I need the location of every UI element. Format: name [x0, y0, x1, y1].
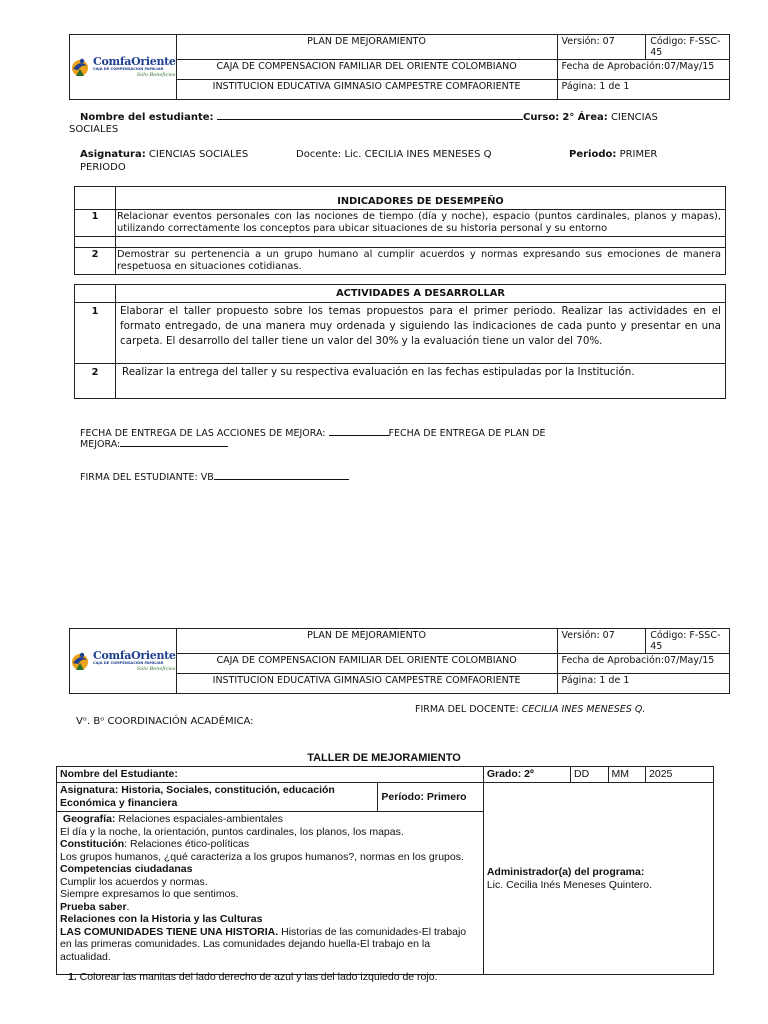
delivery-plan-blank[interactable]: [120, 437, 228, 447]
taller-content: Geografía: Relaciones espaciales-ambientales El día y la noche, la orientación, puntos cardinales, los planos, los mapas. Constitución: Relaciones ético-políticas Los grupos humanos, ¿qué caracteriza a los grupos humanos?, normas en los grupos. Competencias ciudadanas Cumplir los acuerdos y normas. Siempre expresamos lo que sentimos. Prueba saber. Relaciones con la Historia y las Culturas LAS COMUNIDADES TIENE UNA HISTORIA. Historias de las comunidades-El trabajo en las primeras comunidades. Las comunidades dejando huella-El trabajo en la actualidad.: [57, 812, 484, 975]
header-org: CAJA DE COMPENSACION FAMILIAR DEL ORIENTE COLOMBIANO: [176, 60, 557, 80]
teacher-label: Docente:: [296, 149, 342, 160]
student-signature-blank[interactable]: [214, 470, 349, 480]
geo-label: Geografía:: [62, 813, 116, 825]
taller-admin-cell: [483, 783, 713, 975]
subject-field: [80, 148, 248, 161]
taller-period: Período: Primero: [378, 783, 483, 812]
activities-table: [74, 284, 726, 399]
indicator-number: 2: [75, 248, 116, 275]
taller-year: 2025: [646, 767, 714, 783]
header-table: [69, 34, 730, 100]
area-value-cont: SOCIALES: [69, 124, 119, 135]
logo-subtitle: CAJA DE COMPENSACIÓN FAMILIAR: [93, 67, 164, 72]
area-value: CIENCIAS: [610, 112, 658, 123]
header-page: Página: 1 de 1: [557, 80, 729, 100]
logo-subtitle: CAJA DE COMPENSACIÓN FAMILIAR: [93, 661, 164, 666]
taller-day: DD: [571, 767, 609, 783]
header-org: CAJA DE COMPENSACION FAMILIAR DEL ORIENTE COLOMBIANO: [176, 654, 557, 674]
period-field: [569, 148, 657, 161]
logo-cell: [70, 629, 177, 694]
coordination-signature: Vᵒ. Bᵒ COORDINACIÓN ACADÉMICA:: [76, 716, 254, 727]
area-label: Área:: [577, 112, 608, 123]
hist-label: Relaciones con la Historia y las Culturas: [60, 913, 263, 925]
delivery-plan-label: FECHA DE ENTREGA DE PLAN DE: [388, 428, 546, 439]
delivery-plan-label-cont: MEJORA:: [80, 439, 121, 450]
logo-name: ComfaOriente: [93, 55, 176, 69]
indicators-title: INDICADORES DE DESEMPEÑO: [116, 187, 726, 210]
logo-name: ComfaOriente: [93, 649, 176, 663]
instruction-number: 1.: [68, 971, 77, 983]
activity-number: 1: [75, 303, 116, 364]
const-line2: Los grupos humanos, ¿qué caracteriza a los grupos humanos?, normas en los grupos.: [60, 850, 464, 863]
delivery-actions-label: FECHA DE ENTREGA DE LAS ACCIONES DE MEJORA:: [80, 428, 329, 439]
logo-tagline: Sólo Beneficios: [136, 665, 176, 672]
teacher-field: [296, 148, 492, 161]
course-label: Curso:: [523, 112, 560, 123]
indicator-number: 1: [75, 210, 116, 237]
comp-label: Competencias ciudadanas: [60, 863, 193, 875]
taller-title: TALLER DE MEJORAMIENTO: [307, 752, 461, 764]
comfaoriente-logo-icon: [70, 56, 90, 78]
indicators-table: [74, 186, 726, 275]
header-table: [69, 628, 730, 694]
teacher-value: Lic. CECILIA INES MENESES Q: [344, 149, 492, 160]
const-text: : Relaciones ético-políticas: [124, 838, 250, 850]
student-name-blank[interactable]: [217, 110, 523, 120]
teacher-signature-name: CECILIA INES MENESES Q.: [521, 704, 646, 715]
activity-text: Elaborar el taller propuesto sobre los temas propuestos para el primer periodo. Realizar las actividades en el formato entregado, de una manera muy ordenada y siguiendo las indicaciones de cada punto y presentar en una carpeta. El desarrollo del taller tiene un valor del 30% y la evaluación tiene un valor del 70%.: [116, 303, 726, 364]
geo-text: Relaciones espaciales-ambientales: [115, 813, 283, 825]
comp-line1: Cumplir los acuerdos y normas.: [60, 875, 208, 888]
comfaoriente-logo-icon: [70, 650, 90, 672]
header-title: PLAN DE MEJORAMIENTO: [176, 629, 557, 654]
header-version: Versión: 07: [557, 629, 646, 654]
header-approval: Fecha de Aprobación:07/May/15: [557, 654, 729, 674]
communities-text: Historias de las comunidades-El trabajo en las primeras comunidades. Las comunidades dejando huella-El trabajo en la actualidad.: [60, 925, 467, 963]
header-code: Código: F-SSC-45: [646, 35, 730, 60]
header-institution: INSTITUCION EDUCATIVA GIMNASIO CAMPESTRE COMFAORIENTE: [176, 674, 557, 694]
taller-month: MM: [608, 767, 646, 783]
period-value-cont: PERIODO: [80, 162, 126, 173]
taller-subject: Asignatura: Historia, Sociales, constitución, educación Económica y financiera: [57, 783, 378, 812]
subject-value: CIENCIAS SOCIALES: [148, 149, 249, 160]
saber-label: Prueba saber: [60, 900, 127, 913]
header-institution: INSTITUCION EDUCATIVA GIMNASIO CAMPESTRE COMFAORIENTE: [176, 80, 557, 100]
geo-line2: El día y la noche, la orientación, puntos cardinales, los planos, los mapas.: [60, 825, 404, 838]
activities-title: ACTIVIDADES A DESARROLLAR: [116, 285, 726, 303]
logo-cell: [70, 35, 177, 100]
taller-student-name-label: Nombre del Estudiante:: [57, 767, 484, 783]
student-signature-label: FIRMA DEL ESTUDIANTE: VB: [80, 472, 214, 483]
teacher-signature: [415, 703, 645, 716]
taller-admin-name: Lic. Cecilia Inés Meneses Quintero.: [486, 878, 652, 891]
header-version: Versión: 07: [557, 35, 646, 60]
taller-instruction: [68, 971, 437, 984]
header-approval: Fecha de Aprobación:07/May/15: [557, 60, 729, 80]
instruction-text: Colorear las manitas del lado derecho de azul y las del lado izquiedo de rojo.: [76, 971, 438, 983]
taller-admin-label: Administrador(a) del programa:: [486, 866, 645, 878]
header-code: Código: F-SSC-45: [646, 629, 730, 654]
header-page: Página: 1 de 1: [557, 674, 729, 694]
period-label: Periodo:: [569, 149, 617, 160]
indicator-text: Demostrar su pertenencia a un grupo humano al cumplir acuerdos y normas expresando sus emociones de manera respetuosa en situaciones cotidianas.: [116, 248, 726, 275]
taller-grade: Grado: 2º: [483, 767, 570, 783]
communities-label: LAS COMUNIDADES TIENE UNA HISTORIA.: [60, 925, 279, 938]
comp-line2: Siempre expresamos lo que sentimos.: [60, 888, 239, 900]
delivery-plan-line: [80, 437, 228, 451]
course-value: 2°: [562, 112, 575, 123]
student-signature: [80, 470, 349, 484]
header-title: PLAN DE MEJORAMIENTO: [176, 35, 557, 60]
activity-number: 2: [75, 364, 116, 399]
logo-tagline: Sólo Beneficios: [136, 71, 176, 78]
student-name-line: Nombre del estudiante: Curso: 2° Área: CIENCIAS: [80, 112, 658, 123]
taller-table: [56, 766, 714, 975]
teacher-signature-label: FIRMA DEL DOCENTE:: [415, 704, 522, 715]
const-label: Constitución: [60, 838, 125, 850]
activity-text: Realizar la entrega del taller y su respectiva evaluación en las fechas estipuladas por la Institución.: [116, 364, 726, 399]
subject-label: Asignatura:: [80, 149, 146, 160]
delivery-actions-blank[interactable]: [329, 426, 389, 436]
period-value: PRIMER: [619, 149, 658, 160]
indicator-text: Relacionar eventos personales con las nociones de tiempo (día y noche), espacio (puntos cardinales, planos y mapas), utilizando correctamente los conceptos para ubicar situaciones de su historia personal y su entorno: [116, 210, 726, 237]
student-name-label: Nombre del estudiante: [80, 112, 210, 123]
